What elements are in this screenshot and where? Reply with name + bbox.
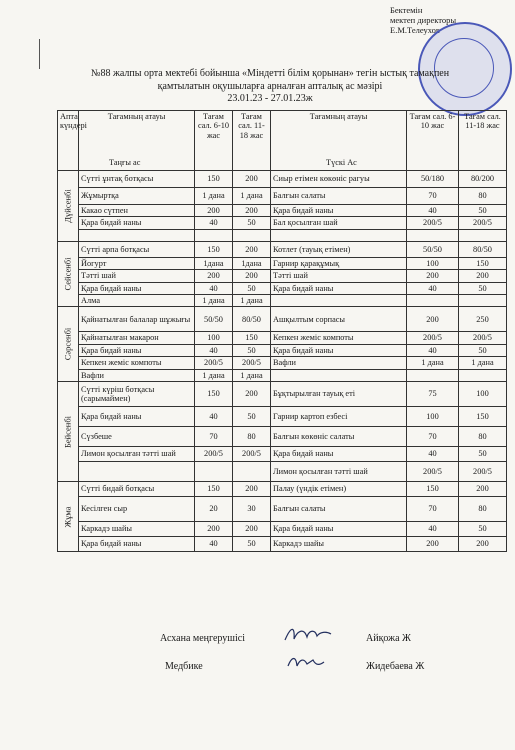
breakfast-dish: Лимон қосылған тәтті шай <box>79 447 195 462</box>
day-label: Жұма <box>62 506 73 528</box>
lunch-weight-6-10: 200 <box>407 307 459 332</box>
lunch-dish: Балғын көкөніс салаты <box>271 427 407 447</box>
breakfast-weight-6-10: 200 <box>195 270 233 282</box>
breakfast-weight-11-18: 200 <box>233 241 271 257</box>
breakfast-weight-6-10: 50/50 <box>195 307 233 332</box>
lunch-weight-11-18: 250 <box>459 307 507 332</box>
lunch-weight-6-10: 40 <box>407 522 459 537</box>
lunch-dish <box>271 229 407 241</box>
lunch-weight-11-18: 80/50 <box>459 241 507 257</box>
table-row <box>58 171 507 188</box>
table-row <box>58 188 507 205</box>
lunch-weight-11-18: 200/5 <box>459 217 507 229</box>
lunch-weight-6-10: 1 дана <box>407 357 459 369</box>
day-cell <box>58 482 79 552</box>
lunch-dish: Бал қосылған шай <box>271 217 407 229</box>
breakfast-weight-11-18: 1дана <box>233 257 271 269</box>
header-breakfast-label: Таңғы ас <box>109 157 141 167</box>
breakfast-dish: Вафли <box>79 369 195 381</box>
breakfast-dish: Қара бидай наны <box>79 407 195 427</box>
breakfast-dish: Қайнатылған балалар шұжығы <box>79 307 195 332</box>
table-row <box>58 344 507 356</box>
lunch-weight-11-18: 200 <box>459 270 507 282</box>
lunch-weight-6-10: 40 <box>407 447 459 462</box>
breakfast-weight-6-10: 40 <box>195 217 233 229</box>
day-label: Дүйсенбі <box>62 189 73 223</box>
signature-scribble-2 <box>285 652 327 674</box>
lunch-weight-11-18: 200 <box>459 482 507 497</box>
breakfast-dish: Қара бидай наны <box>79 344 195 356</box>
breakfast-weight-11-18: 200 <box>233 270 271 282</box>
day-cell <box>58 307 79 382</box>
header-dish-name: Тағамның атауы <box>107 112 166 121</box>
breakfast-weight-6-10 <box>195 462 233 482</box>
lunch-dish: Каркадэ шайы <box>271 537 407 552</box>
breakfast-weight-11-18: 200/5 <box>233 357 271 369</box>
lunch-weight-6-10: 70 <box>407 427 459 447</box>
table-row <box>58 407 507 427</box>
lunch-weight-11-18: 200/5 <box>459 462 507 482</box>
lunch-weight-11-18: 80/200 <box>459 171 507 188</box>
table-row <box>58 282 507 294</box>
signature-role-2: Медбике <box>165 661 203 672</box>
breakfast-weight-11-18: 50 <box>233 407 271 427</box>
breakfast-weight-6-10: 1дана <box>195 257 233 269</box>
breakfast-weight-6-10: 200/5 <box>195 447 233 462</box>
breakfast-weight-11-18: 1 дана <box>233 369 271 381</box>
breakfast-weight-11-18: 80 <box>233 427 271 447</box>
lunch-dish: Қара бидай наны <box>271 447 407 462</box>
breakfast-weight-11-18: 80/50 <box>233 307 271 332</box>
breakfast-weight-6-10: 150 <box>195 382 233 407</box>
breakfast-weight-11-18 <box>233 229 271 241</box>
table-row <box>58 447 507 462</box>
breakfast-dish: Кесілген сыр <box>79 497 195 522</box>
lunch-weight-11-18: 50 <box>459 447 507 462</box>
breakfast-dish: Сүзбеше <box>79 427 195 447</box>
breakfast-weight-6-10: 150 <box>195 482 233 497</box>
approval-line-3: Е.М.Телеухов <box>390 25 440 35</box>
lunch-weight-6-10: 40 <box>407 344 459 356</box>
table-row <box>58 382 507 407</box>
lunch-weight-6-10: 200/5 <box>407 462 459 482</box>
lunch-weight-11-18 <box>459 229 507 241</box>
breakfast-dish: Қайнатылған макарон <box>79 332 195 344</box>
lunch-weight-6-10: 100 <box>407 257 459 269</box>
header-lunch-label: Түскі Ас <box>326 157 357 167</box>
breakfast-dish <box>79 462 195 482</box>
header-breakfast <box>79 111 195 171</box>
table-row <box>58 229 507 241</box>
lunch-weight-11-18: 1 дана <box>459 357 507 369</box>
lunch-dish: Қара бидай наны <box>271 344 407 356</box>
lunch-weight-6-10 <box>407 295 459 307</box>
signature-name-1: Айқожа Ж <box>366 633 411 644</box>
header-lunch <box>271 111 407 171</box>
lunch-weight-6-10: 40 <box>407 205 459 217</box>
lunch-weight-6-10: 70 <box>407 188 459 205</box>
title-dates: 23.01.23 - 27.01.23ж <box>227 93 313 104</box>
table-row <box>58 307 507 332</box>
lunch-dish <box>271 369 407 381</box>
lunch-dish: Балғын салаты <box>271 188 407 205</box>
breakfast-weight-11-18: 50 <box>233 344 271 356</box>
breakfast-weight-11-18: 1 дана <box>233 295 271 307</box>
lunch-dish: Вафли <box>271 357 407 369</box>
header-row <box>58 111 507 171</box>
table-row <box>58 369 507 381</box>
table-row <box>58 295 507 307</box>
breakfast-weight-6-10: 200 <box>195 522 233 537</box>
header-weight-11-18-lunch: Тағам сал. 11-18 жас <box>459 111 507 171</box>
menu-table <box>57 110 507 552</box>
breakfast-weight-11-18: 50 <box>233 282 271 294</box>
lunch-dish: Қара бидай наны <box>271 205 407 217</box>
breakfast-weight-11-18: 200/5 <box>233 447 271 462</box>
lunch-weight-6-10 <box>407 229 459 241</box>
breakfast-weight-6-10: 100 <box>195 332 233 344</box>
table-row <box>58 270 507 282</box>
table-row <box>58 205 507 217</box>
breakfast-weight-11-18: 200 <box>233 522 271 537</box>
table-row <box>58 217 507 229</box>
breakfast-weight-11-18: 1 дана <box>233 188 271 205</box>
table-row <box>58 462 507 482</box>
signature-name-2: Жидебаева Ж <box>366 661 425 672</box>
breakfast-weight-6-10: 40 <box>195 537 233 552</box>
lunch-weight-11-18: 100 <box>459 382 507 407</box>
breakfast-dish: Жұмыртқа <box>79 188 195 205</box>
lunch-dish: Қара бидай наны <box>271 282 407 294</box>
breakfast-weight-6-10: 1 дана <box>195 188 233 205</box>
breakfast-weight-11-18: 200 <box>233 382 271 407</box>
breakfast-dish: Сүтті ұнтақ ботқасы <box>79 171 195 188</box>
lunch-weight-11-18: 200 <box>459 537 507 552</box>
breakfast-weight-6-10: 1 дана <box>195 369 233 381</box>
header-dish-name-2: Тағамның атауы <box>309 112 368 121</box>
header-weight-6-10: Тағам сал. 6-10 жас <box>195 111 233 171</box>
lunch-dish: Тәтті шай <box>271 270 407 282</box>
lunch-weight-11-18: 200/5 <box>459 332 507 344</box>
breakfast-weight-6-10: 40 <box>195 282 233 294</box>
lunch-dish: Кепкен жеміс компоты <box>271 332 407 344</box>
lunch-weight-6-10: 200/5 <box>407 332 459 344</box>
lunch-weight-11-18: 150 <box>459 257 507 269</box>
breakfast-dish: Қара бидай наны <box>79 282 195 294</box>
lunch-dish: Гарнир қарақұмық <box>271 257 407 269</box>
table-row <box>58 257 507 269</box>
lunch-weight-6-10: 50/180 <box>407 171 459 188</box>
lunch-weight-6-10: 200 <box>407 537 459 552</box>
lunch-weight-11-18: 50 <box>459 344 507 356</box>
margin-mark <box>39 39 40 69</box>
breakfast-weight-6-10 <box>195 229 233 241</box>
breakfast-weight-11-18: 150 <box>233 332 271 344</box>
breakfast-weight-11-18: 50 <box>233 537 271 552</box>
lunch-dish: Бұқтырылған тауық еті <box>271 382 407 407</box>
breakfast-dish: Қара бидай наны <box>79 537 195 552</box>
table-row <box>58 241 507 257</box>
breakfast-weight-11-18: 50 <box>233 217 271 229</box>
lunch-weight-6-10: 70 <box>407 497 459 522</box>
lunch-dish: Балғын салаты <box>271 497 407 522</box>
table-row <box>58 537 507 552</box>
document-title <box>80 68 460 106</box>
lunch-dish: Гарнир картоп езбесі <box>271 407 407 427</box>
lunch-dish <box>271 295 407 307</box>
lunch-weight-6-10: 100 <box>407 407 459 427</box>
lunch-weight-11-18 <box>459 369 507 381</box>
lunch-dish: Сиыр етімен көкөніс рагуы <box>271 171 407 188</box>
breakfast-weight-11-18: 200 <box>233 205 271 217</box>
title-line-1: №88 жалпы орта мектебі бойынша «Міндетті білім қорынан» тегін ыстық тамақпен <box>90 68 450 79</box>
breakfast-weight-11-18: 200 <box>233 482 271 497</box>
signature-role-1: Асхана меңгерушісі <box>160 633 245 644</box>
table-row <box>58 427 507 447</box>
lunch-weight-11-18: 80 <box>459 188 507 205</box>
lunch-weight-6-10: 50/50 <box>407 241 459 257</box>
header-weight-11-18: Тағам сал. 11-18 жас <box>233 111 271 171</box>
breakfast-dish: Какао сүтпен <box>79 205 195 217</box>
breakfast-weight-6-10: 70 <box>195 427 233 447</box>
breakfast-weight-6-10: 150 <box>195 171 233 188</box>
day-cell <box>58 171 79 242</box>
title-line-2: қамтылатын оқушыларға арналған апталық ас мәзірі <box>157 80 383 92</box>
breakfast-dish: Йогурт <box>79 257 195 269</box>
table-row <box>58 522 507 537</box>
lunch-weight-6-10 <box>407 369 459 381</box>
lunch-dish: Ашқылтым сорпасы <box>271 307 407 332</box>
breakfast-weight-6-10: 200 <box>195 205 233 217</box>
lunch-dish: Қара бидай наны <box>271 522 407 537</box>
breakfast-weight-6-10: 20 <box>195 497 233 522</box>
breakfast-weight-6-10: 40 <box>195 344 233 356</box>
breakfast-dish: Каркадэ шайы <box>79 522 195 537</box>
lunch-weight-11-18 <box>459 295 507 307</box>
breakfast-dish: Сүтті бидай ботқасы <box>79 482 195 497</box>
approval-line-2: мектеп директоры <box>390 15 457 25</box>
breakfast-dish: Сүтті арпа ботқасы <box>79 241 195 257</box>
breakfast-weight-6-10: 150 <box>195 241 233 257</box>
table-row <box>58 357 507 369</box>
lunch-weight-6-10: 150 <box>407 482 459 497</box>
breakfast-weight-6-10: 1 дана <box>195 295 233 307</box>
breakfast-dish: Тәтті шай <box>79 270 195 282</box>
breakfast-dish <box>79 229 195 241</box>
table-row <box>58 497 507 522</box>
lunch-dish: Лимон қосылған тәтті шай <box>271 462 407 482</box>
breakfast-weight-11-18: 30 <box>233 497 271 522</box>
lunch-weight-6-10: 200 <box>407 270 459 282</box>
lunch-dish: Палау (үндік етімен) <box>271 482 407 497</box>
lunch-weight-11-18: 50 <box>459 282 507 294</box>
header-day: Апта күндері <box>58 111 79 171</box>
table-row <box>58 332 507 344</box>
lunch-weight-11-18: 50 <box>459 522 507 537</box>
breakfast-dish: Сүтті күріш ботқасы (сарымаймен) <box>79 382 195 407</box>
lunch-weight-6-10: 75 <box>407 382 459 407</box>
lunch-weight-11-18: 150 <box>459 407 507 427</box>
breakfast-weight-11-18: 200 <box>233 171 271 188</box>
day-cell <box>58 382 79 482</box>
lunch-weight-6-10: 200/5 <box>407 217 459 229</box>
breakfast-dish: Алма <box>79 295 195 307</box>
approval-line-1: Бектемін <box>390 5 423 15</box>
day-label: Бейсенбі <box>62 415 73 448</box>
lunch-weight-6-10: 40 <box>407 282 459 294</box>
breakfast-weight-6-10: 200/5 <box>195 357 233 369</box>
day-label: Сейсенбі <box>62 257 73 291</box>
table-row <box>58 482 507 497</box>
lunch-dish: Котлет (тауық етімен) <box>271 241 407 257</box>
lunch-weight-11-18: 80 <box>459 497 507 522</box>
signature-scribble-1 <box>282 624 334 646</box>
lunch-weight-11-18: 50 <box>459 205 507 217</box>
header-weight-6-10-lunch: Тағам сал. 6-10 жас <box>407 111 459 171</box>
breakfast-weight-6-10: 40 <box>195 407 233 427</box>
breakfast-dish: Кепкен жеміс компоты <box>79 357 195 369</box>
lunch-weight-11-18: 80 <box>459 427 507 447</box>
day-cell <box>58 241 79 307</box>
breakfast-weight-11-18 <box>233 462 271 482</box>
breakfast-dish: Қара бидай наны <box>79 217 195 229</box>
day-label: Сәрсенбі <box>62 327 73 361</box>
